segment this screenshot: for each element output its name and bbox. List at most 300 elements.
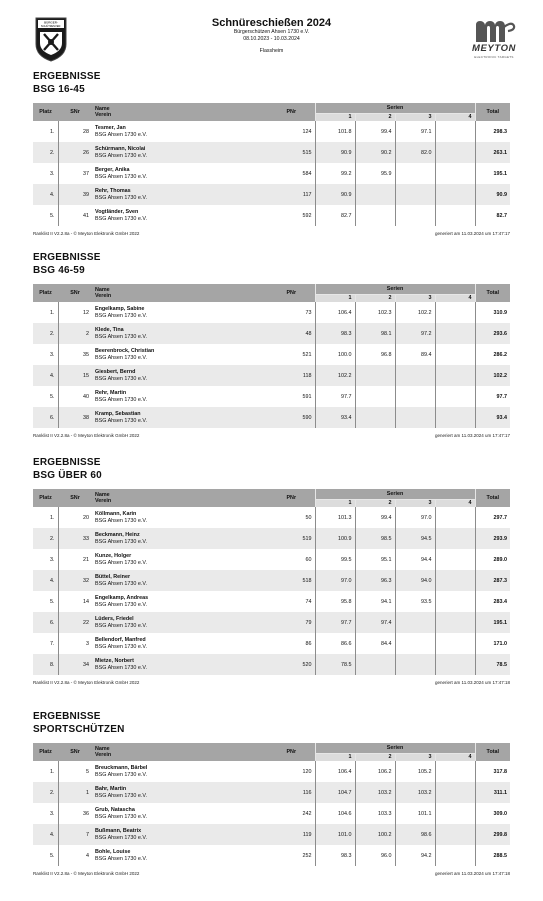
club-name: BSG Ahsen 1730 e.V. <box>95 855 147 862</box>
shooter-name: Berger, Anika <box>95 167 130 174</box>
cell-platz: 2. <box>33 782 58 803</box>
crest-line-2: SCHÜTZENVER. <box>40 25 62 28</box>
cell-serie-1: 104.6 <box>315 803 355 824</box>
section-title: ERGEBNISSE <box>33 252 101 263</box>
footer-software-note: Ranklist II V2.2.8a - © Meyton Elektronik GmbH 2022 <box>33 680 140 685</box>
cell-platz: 2. <box>33 323 58 344</box>
cell-serie-2: 90.2 <box>355 142 395 163</box>
cell-serie-3: 103.2 <box>395 782 435 803</box>
cell-serie-1: 101.8 <box>315 121 355 142</box>
club-name: BSG Ahsen 1730 e.V. <box>95 792 147 799</box>
column-header-serie-3: 3 <box>395 294 435 302</box>
cell-snr: 40 <box>58 386 92 407</box>
column-header-platz: Platz <box>33 284 58 302</box>
shooter-name: Rehr, Martin <box>95 390 127 397</box>
table-row <box>33 570 510 591</box>
shooter-name: Breuckmann, Bärbel <box>95 765 148 772</box>
cell-platz: 3. <box>50 351 55 358</box>
cell-serie-4 <box>435 782 475 803</box>
club-name: BSG Ahsen 1730 e.V. <box>95 622 147 629</box>
cell-total: 93.4 <box>475 407 510 428</box>
column-header-serie-2: 2 <box>355 113 395 121</box>
cell-pnr: 521 <box>302 351 312 358</box>
cell-serie-2: 99.4 <box>355 507 395 528</box>
cell-snr: 37 <box>58 163 92 184</box>
cell-platz: 3. <box>50 810 55 817</box>
cell-pnr: 591 <box>302 393 312 400</box>
table-row <box>33 528 510 549</box>
cell-name-verein <box>92 633 268 654</box>
section-title: ERGEBNISSE <box>33 457 101 468</box>
table-row <box>33 121 510 142</box>
results-table <box>33 743 510 866</box>
cell-serie-2: 102.3 <box>355 302 395 323</box>
cell-serie-1: 97.7 <box>315 386 355 407</box>
cell-serie-3 <box>395 163 435 184</box>
table-row <box>33 163 510 184</box>
cell-name-verein <box>92 163 268 184</box>
table-row <box>33 205 510 226</box>
column-header-serie-2: 2 <box>355 499 395 507</box>
club-name: Bürgerschützen Ahsen 1730 e.V. <box>233 29 310 35</box>
cell-serie-4 <box>435 142 475 163</box>
cell-serie-1: 101.0 <box>315 824 355 845</box>
cell-pnr: 79 <box>268 612 315 633</box>
cell-pnr: 74 <box>305 598 312 605</box>
cell-snr: 35 <box>58 344 92 365</box>
cell-pnr: 515 <box>268 142 315 163</box>
cell-snr: 21 <box>58 549 92 570</box>
column-header-serie-4: 4 <box>435 499 475 507</box>
cell-serie-3: 94.4 <box>395 549 435 570</box>
results-section <box>33 71 510 239</box>
column-header-serie-3: 3 <box>395 753 435 761</box>
cell-serie-4 <box>435 344 475 365</box>
column-header-platz: Platz <box>33 489 58 507</box>
column-header-verein-label: Verein <box>95 498 112 504</box>
cell-serie-2: 95.1 <box>355 549 395 570</box>
cell-serie-1: 97.7 <box>315 612 355 633</box>
results-section <box>33 711 510 879</box>
cell-serie-3: 89.4 <box>395 344 435 365</box>
cell-total: 311.1 <box>475 782 510 803</box>
cell-serie-2: 99.4 <box>355 121 395 142</box>
section-subtitle: SPORTSCHÜTZEN <box>33 723 125 735</box>
cell-platz: 2. <box>33 528 58 549</box>
section-footer <box>33 433 510 441</box>
cell-serie-4 <box>435 570 475 591</box>
table-row <box>33 549 510 570</box>
shooter-name: Mietze, Norbert <box>95 658 134 665</box>
cell-snr: 7 <box>58 824 92 845</box>
club-name: BSG Ahsen 1730 e.V. <box>95 333 147 340</box>
shooter-name: Giesbert, Bernd <box>95 369 136 376</box>
cell-snr: 32 <box>58 570 92 591</box>
cell-pnr: 590 <box>268 407 315 428</box>
footer-software-note: Ranklist II V2.2.8a - © Meyton Elektronik GmbH 2022 <box>33 433 140 438</box>
shooter-name: Büttel, Reiner <box>95 574 131 581</box>
section-subtitle: BSG ÜBER 60 <box>33 469 102 481</box>
cell-platz: 4. <box>33 184 58 205</box>
column-header-name <box>92 743 268 761</box>
cell-total: 97.7 <box>475 386 510 407</box>
column-header-snr: SNr <box>58 489 92 507</box>
column-header-name <box>92 103 268 121</box>
cell-serie-4 <box>435 803 475 824</box>
shooter-name: Schürmann, Nicolai <box>95 146 146 153</box>
column-header-verein-label: Verein <box>95 112 112 118</box>
cell-serie-3 <box>395 184 435 205</box>
cell-total: 82.7 <box>475 205 510 226</box>
cell-pnr: 584 <box>302 170 312 177</box>
cell-serie-4 <box>435 528 475 549</box>
column-header-serien: Serien <box>315 103 475 113</box>
section-subtitle: BSG 46-59 <box>33 264 85 276</box>
cell-serie-4 <box>435 654 475 675</box>
column-header-serie-4: 4 <box>435 753 475 761</box>
cell-pnr: 252 <box>302 852 312 859</box>
cell-serie-2: 96.3 <box>355 570 395 591</box>
club-name: BSG Ahsen 1730 e.V. <box>95 834 147 841</box>
cell-serie-3 <box>395 407 435 428</box>
column-header-serie-2: 2 <box>355 753 395 761</box>
column-header-name-label: Name <box>95 491 110 498</box>
header-text-block <box>140 17 403 54</box>
cell-serie-1: 93.4 <box>315 407 355 428</box>
shooter-name: Klede, Tina <box>95 327 124 334</box>
cell-serie-1: 97.0 <box>315 570 355 591</box>
column-header-serie-1: 1 <box>315 499 355 507</box>
cell-pnr: 86 <box>305 640 312 647</box>
table-row <box>33 407 510 428</box>
cell-serie-4 <box>435 549 475 570</box>
cell-pnr: 117 <box>268 184 315 205</box>
cell-snr: 5 <box>58 761 92 782</box>
shooter-name: Bellendorf, Manfred <box>95 637 146 644</box>
cell-total: 293.6 <box>475 323 510 344</box>
cell-name-verein <box>92 549 268 570</box>
cell-serie-1: 90.9 <box>315 184 355 205</box>
cell-name-verein <box>92 507 268 528</box>
cell-serie-3 <box>395 365 435 386</box>
cell-serie-4 <box>435 845 475 866</box>
date-range: 08.10.2023 - 10.03.2024 <box>243 36 300 42</box>
cell-name-verein <box>92 205 268 226</box>
table-row <box>33 365 510 386</box>
cell-total: 288.5 <box>475 845 510 866</box>
cell-platz: 1. <box>50 128 55 135</box>
cell-serie-1: 86.6 <box>315 633 355 654</box>
cell-name-verein <box>92 570 268 591</box>
cell-total: 78.5 <box>475 654 510 675</box>
cell-serie-1: 82.7 <box>315 205 355 226</box>
club-name: BSG Ahsen 1730 e.V. <box>95 152 147 159</box>
cell-platz: 6. <box>33 407 58 428</box>
cell-platz: 1. <box>50 514 55 521</box>
column-header-serie-2: 2 <box>355 294 395 302</box>
column-header-serie-1: 1 <box>315 113 355 121</box>
column-header-serien: Serien <box>315 284 475 294</box>
column-header-serie-1: 1 <box>315 294 355 302</box>
column-header-serie-3: 3 <box>395 499 435 507</box>
cell-serie-1: 100.0 <box>315 344 355 365</box>
shooter-name: Köllmann, Karin <box>95 511 137 518</box>
cell-name-verein <box>92 845 268 866</box>
cell-serie-1: 101.3 <box>315 507 355 528</box>
table-row <box>33 782 510 803</box>
cell-serie-4 <box>435 633 475 654</box>
cell-platz: 3. <box>50 170 55 177</box>
column-header-serien: Serien <box>315 489 475 499</box>
results-table <box>33 284 510 428</box>
column-header-snr: SNr <box>58 743 92 761</box>
cell-total: 102.2 <box>475 365 510 386</box>
meyton-logo <box>468 18 520 62</box>
cell-serie-1: 98.3 <box>315 323 355 344</box>
cell-serie-2: 100.2 <box>355 824 395 845</box>
cell-pnr: 118 <box>268 365 315 386</box>
club-name: BSG Ahsen 1730 e.V. <box>95 538 147 545</box>
section-subtitle: BSG 16-45 <box>33 83 85 95</box>
cell-total: 263.1 <box>475 142 510 163</box>
logo-tagline: ELECTRONIC TARGETS <box>474 55 514 59</box>
cell-platz: 5. <box>50 852 55 859</box>
footer-generated-timestamp: generiert am 11.03.2024 um 17:47:18 <box>435 680 510 685</box>
table-row <box>33 302 510 323</box>
cell-serie-3: 97.1 <box>395 121 435 142</box>
cell-snr: 14 <box>58 591 92 612</box>
table-header-row <box>33 743 510 753</box>
cell-serie-1: 78.5 <box>315 654 355 675</box>
cell-pnr: 520 <box>268 654 315 675</box>
cell-serie-3 <box>395 612 435 633</box>
cell-total: 289.0 <box>475 549 510 570</box>
cell-serie-3: 94.0 <box>395 570 435 591</box>
club-name: BSG Ahsen 1730 e.V. <box>95 664 147 671</box>
cell-snr: 36 <box>58 803 92 824</box>
shooter-name: Engelkamp, Andreas <box>95 595 149 602</box>
cell-pnr: 73 <box>305 309 312 316</box>
section-footer <box>33 680 510 688</box>
footer-generated-timestamp: generiert am 11.03.2024 um 17:47:18 <box>435 871 510 876</box>
cell-serie-2: 95.9 <box>355 163 395 184</box>
cell-serie-1: 104.7 <box>315 782 355 803</box>
cell-pnr: 124 <box>302 128 312 135</box>
shooter-name: Lüders, Friedel <box>95 616 134 623</box>
footer-software-note: Ranklist II V2.2.8a - © Meyton Elektronik GmbH 2022 <box>33 231 140 236</box>
cell-serie-2 <box>355 407 395 428</box>
cell-pnr: 116 <box>268 782 315 803</box>
table-row <box>33 344 510 365</box>
cell-serie-2: 103.2 <box>355 782 395 803</box>
cell-name-verein <box>92 407 268 428</box>
cell-serie-2 <box>355 654 395 675</box>
cell-name-verein <box>92 344 268 365</box>
cell-platz: 1. <box>50 309 55 316</box>
cell-snr: 4 <box>58 845 92 866</box>
cell-name-verein <box>92 365 268 386</box>
cell-total: 90.9 <box>475 184 510 205</box>
table-row <box>33 824 510 845</box>
cell-serie-3: 105.2 <box>395 761 435 782</box>
column-header-snr: SNr <box>58 103 92 121</box>
cell-platz: 1. <box>50 768 55 775</box>
cell-pnr: 50 <box>305 514 312 521</box>
cell-name-verein <box>92 121 268 142</box>
cell-name-verein <box>92 142 268 163</box>
cell-pnr: 519 <box>268 528 315 549</box>
club-name: BSG Ahsen 1730 e.V. <box>95 601 147 608</box>
club-name: BSG Ahsen 1730 e.V. <box>95 131 147 138</box>
cell-platz: 4. <box>33 570 58 591</box>
footer-generated-timestamp: generiert am 11.03.2024 um 17:47:17 <box>435 433 510 438</box>
table-row <box>33 612 510 633</box>
column-header-name <box>92 284 268 302</box>
results-section <box>33 252 510 441</box>
cell-serie-2 <box>355 184 395 205</box>
club-name: BSG Ahsen 1730 e.V. <box>95 396 147 403</box>
page-title: Schnüreschießen 2024 <box>211 17 332 29</box>
location: Flassheim <box>259 48 284 54</box>
cell-serie-2 <box>355 205 395 226</box>
shooter-name: Bahr, Martin <box>95 786 127 793</box>
cell-serie-1: 106.4 <box>315 302 355 323</box>
cell-serie-4 <box>435 407 475 428</box>
cell-snr: 34 <box>58 654 92 675</box>
cell-snr: 26 <box>58 142 92 163</box>
cell-pnr: 120 <box>302 768 312 775</box>
column-header-pnr: PNr <box>268 284 315 302</box>
cell-name-verein <box>92 612 268 633</box>
cell-total: 309.0 <box>475 803 510 824</box>
column-header-total: Total <box>475 284 510 302</box>
shooter-name: Rehr, Thomas <box>95 188 131 195</box>
club-name: BSG Ahsen 1730 e.V. <box>95 559 147 566</box>
cell-total: 286.2 <box>475 344 510 365</box>
shooter-name: Bußmann, Beatrix <box>95 828 142 835</box>
column-header-serie-4: 4 <box>435 294 475 302</box>
column-header-verein-label: Verein <box>95 752 112 758</box>
page-header <box>0 0 543 68</box>
table-row <box>33 845 510 866</box>
column-header-total: Total <box>475 103 510 121</box>
cell-pnr: 518 <box>268 570 315 591</box>
cell-name-verein <box>92 528 268 549</box>
cell-serie-4 <box>435 824 475 845</box>
cell-serie-4 <box>435 365 475 386</box>
cell-serie-4 <box>435 386 475 407</box>
cell-name-verein <box>92 803 268 824</box>
cell-serie-3: 101.1 <box>395 803 435 824</box>
footer-generated-timestamp: generiert am 11.03.2024 um 17:47:17 <box>435 231 510 236</box>
cell-pnr: 119 <box>268 824 315 845</box>
cell-snr: 2 <box>58 323 92 344</box>
cell-snr: 41 <box>58 205 92 226</box>
cell-name-verein <box>92 323 268 344</box>
column-header-name <box>92 489 268 507</box>
cell-platz: 4. <box>33 365 58 386</box>
cell-serie-2 <box>355 365 395 386</box>
cell-platz: 3. <box>50 556 55 563</box>
cell-serie-2: 98.5 <box>355 528 395 549</box>
cell-serie-3 <box>395 654 435 675</box>
column-header-snr: SNr <box>58 284 92 302</box>
column-header-serie-3: 3 <box>395 113 435 121</box>
cell-platz: 7. <box>50 640 55 647</box>
shooter-name: Kramp, Sebastian <box>95 411 141 418</box>
cell-serie-4 <box>435 163 475 184</box>
club-name: BSG Ahsen 1730 e.V. <box>95 194 147 201</box>
cell-serie-3: 98.6 <box>395 824 435 845</box>
cell-serie-2: 106.2 <box>355 761 395 782</box>
cell-serie-1: 102.2 <box>315 365 355 386</box>
cell-serie-4 <box>435 591 475 612</box>
cell-name-verein <box>92 824 268 845</box>
club-name: BSG Ahsen 1730 e.V. <box>95 580 147 587</box>
cell-total: 317.8 <box>475 761 510 782</box>
table-header-row <box>33 489 510 499</box>
meyton-m-icon <box>468 18 520 44</box>
cell-total: 195.1 <box>475 163 510 184</box>
club-name: BSG Ahsen 1730 e.V. <box>95 173 147 180</box>
club-name: BSG Ahsen 1730 e.V. <box>95 813 147 820</box>
column-header-verein-label: Verein <box>95 293 112 299</box>
cell-serie-1: 90.9 <box>315 142 355 163</box>
cell-total: 293.9 <box>475 528 510 549</box>
column-header-total: Total <box>475 743 510 761</box>
cell-serie-3: 94.2 <box>395 845 435 866</box>
cell-platz: 4. <box>33 824 58 845</box>
club-name: BSG Ahsen 1730 e.V. <box>95 354 147 361</box>
cell-serie-3 <box>395 205 435 226</box>
column-header-serie-1: 1 <box>315 753 355 761</box>
cell-snr: 20 <box>58 507 92 528</box>
cell-serie-2: 96.0 <box>355 845 395 866</box>
cell-total: 171.0 <box>475 633 510 654</box>
cell-serie-3: 97.0 <box>395 507 435 528</box>
cell-platz: 5. <box>50 212 55 219</box>
cell-snr: 38 <box>58 407 92 428</box>
cell-name-verein <box>92 184 268 205</box>
cell-serie-1: 99.5 <box>315 549 355 570</box>
column-header-platz: Platz <box>33 743 58 761</box>
cell-total: 310.9 <box>475 302 510 323</box>
table-header-row <box>33 284 510 294</box>
cell-serie-4 <box>435 184 475 205</box>
cell-serie-4 <box>435 612 475 633</box>
cell-name-verein <box>92 761 268 782</box>
cell-platz: 5. <box>50 598 55 605</box>
club-name: BSG Ahsen 1730 e.V. <box>95 417 147 424</box>
shooter-name: Grub, Natascha <box>95 807 135 814</box>
cell-serie-4 <box>435 121 475 142</box>
cell-pnr: 60 <box>305 556 312 563</box>
column-header-pnr: PNr <box>268 743 315 761</box>
club-name: BSG Ahsen 1730 e.V. <box>95 771 147 778</box>
cell-platz: 6. <box>33 612 58 633</box>
cell-name-verein <box>92 302 268 323</box>
cell-serie-3: 97.2 <box>395 323 435 344</box>
cell-serie-4 <box>435 507 475 528</box>
club-crest-icon <box>34 16 68 62</box>
cell-total: 283.4 <box>475 591 510 612</box>
table-row <box>33 591 510 612</box>
cell-serie-4 <box>435 302 475 323</box>
cell-serie-4 <box>435 323 475 344</box>
cell-platz: 8. <box>33 654 58 675</box>
column-header-name-label: Name <box>95 286 110 293</box>
table-row <box>33 654 510 675</box>
